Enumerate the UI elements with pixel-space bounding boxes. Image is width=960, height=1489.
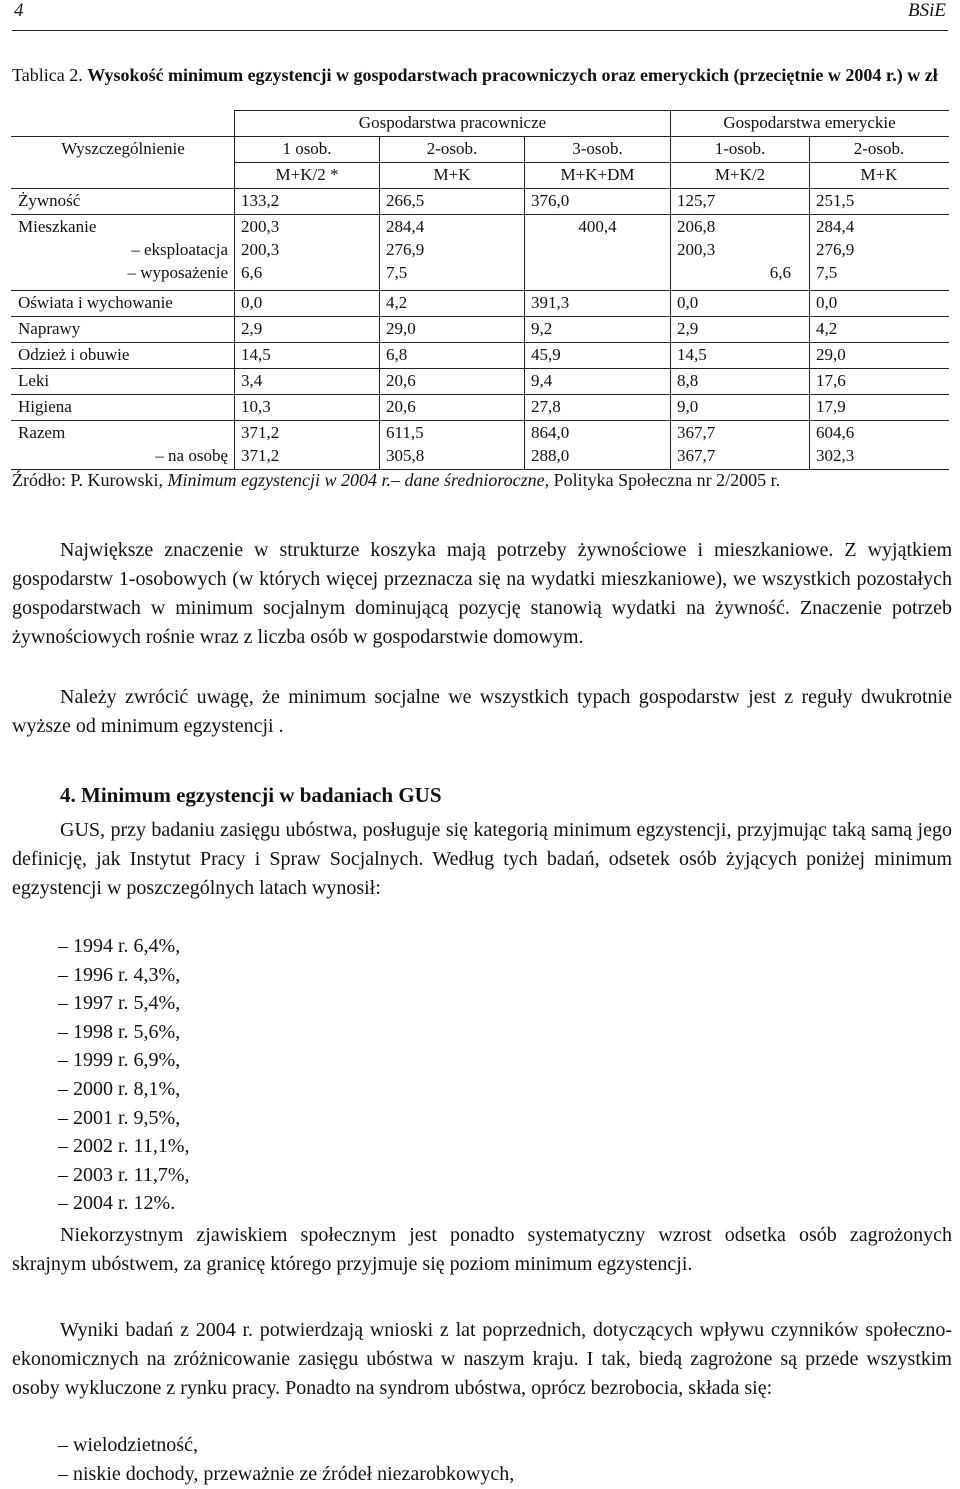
housing-sub-label: – wyposażenie <box>127 263 228 282</box>
composition: M+K+DM <box>525 163 671 189</box>
table-caption-label: Tablica 2. <box>12 65 83 85</box>
cell: 400,4 <box>578 217 617 236</box>
paragraph: Największe znaczenie w strukturze koszyka mają potrzeby żywnościowe i mieszkaniowe. Z wyjątkiem gospodarstw 1-osobowych (w których więcej przeznacza się na wydatki mieszkaniowe), we wszystkich pozostałych gospodarstwach w minimum socjalnym dominującą pozycję stanowią wydatki na żywność. Znaczenie potrzeb żywnościowych rośnie wraz z liczba osób w gospodarstwie domowym. <box>12 539 952 648</box>
paragraph: Wyniki badań z 2004 r. potwierdzają wnioski z lat poprzednich, dotyczących wpływu czynników społeczno-ekonomicznych na zróżnicowanie zasięgu ubóstwa w naszym kraju. I tak, biedą zagrożone są przede wszystkim osoby wykluczone z rynku pracy. Ponadto na syndrom ubóstwa, oprócz bezrobocia, składa się: <box>12 1319 952 1399</box>
cell: 284,4 <box>386 217 425 236</box>
row-label: Żywność <box>12 189 235 215</box>
row-label: Odzież i obuwie <box>12 343 235 369</box>
header-spacer <box>12 111 235 137</box>
cell: 14,5 <box>671 343 810 369</box>
source-suffix: Polityka Społeczna nr 2/2005 r. <box>553 470 781 490</box>
household-type: 1 osob. <box>235 137 380 163</box>
cell: 29,0 <box>380 317 525 343</box>
row-label: Oświata i wychowanie <box>12 291 235 317</box>
list-item: – 1994 r. 6,4%, <box>58 935 181 957</box>
cell: 7,5 <box>386 263 408 282</box>
cell: 305,8 <box>386 446 425 465</box>
cell: 200,3 <box>241 240 280 259</box>
housing-label <box>12 215 235 291</box>
total-cell <box>235 421 380 470</box>
paragraph: Niekorzystnym zjawiskiem społecznym jest ponadto systematyczny wzrost odsetka osób zagrożonych skrajnym ubóstwem, za granicę którego przyjmuje się poziom minimum egzystencji. <box>12 1224 952 1275</box>
list-item: – 2002 r. 11,1%, <box>58 1135 190 1158</box>
minimum-table <box>11 110 949 470</box>
table-caption <box>12 64 952 87</box>
cell: 251,5 <box>810 189 949 215</box>
housing-sub-label: – eksploatacja <box>131 240 228 259</box>
cell: 4,2 <box>380 291 525 317</box>
household-type: 3-osob. <box>525 137 671 163</box>
cell: 0,0 <box>671 291 810 317</box>
list-item: – 1999 r. 6,9%, <box>58 1049 181 1072</box>
household-type: 1-osob. <box>671 137 810 163</box>
table-row-housing <box>12 215 949 291</box>
cell: 864,0 <box>531 423 570 442</box>
total-cell <box>671 421 810 470</box>
housing-cell <box>810 215 949 291</box>
cell: 20,6 <box>380 369 525 395</box>
cell: 27,8 <box>525 395 671 421</box>
cell: 276,9 <box>386 240 425 259</box>
table-row <box>12 343 949 369</box>
paragraph: Należy zwrócić uwagę, że minimum socjalne we wszystkich typach gospodarstw jest z reguły dwukrotnie wyższe od minimum egzystencji . <box>12 686 952 737</box>
household-type: 2-osob. <box>380 137 525 163</box>
composition-spacer <box>12 163 235 189</box>
cell: 29,0 <box>810 343 949 369</box>
list-item: – wielodzietność, <box>58 1434 198 1456</box>
composition: M+K <box>810 163 949 189</box>
cell: 45,9 <box>525 343 671 369</box>
cell: 611,5 <box>386 423 424 442</box>
cell: 367,7 <box>677 423 716 442</box>
cell: 371,2 <box>241 423 280 442</box>
list-item: – 2001 r. 9,5%, <box>58 1106 181 1129</box>
cell: 3,4 <box>235 369 380 395</box>
cell: 14,5 <box>235 343 380 369</box>
housing-cell <box>525 215 671 291</box>
cell: 17,9 <box>810 395 949 421</box>
cell: 17,6 <box>810 369 949 395</box>
cell: 6,8 <box>380 343 525 369</box>
list-item: – 1996 r. 4,3%, <box>58 963 181 986</box>
list-item: – 1998 r. 5,6%, <box>58 1020 181 1043</box>
total-cell <box>810 421 949 470</box>
table-row <box>12 369 949 395</box>
cell: 4,2 <box>810 317 949 343</box>
cell: 367,7 <box>677 446 716 465</box>
cell: 125,7 <box>671 189 810 215</box>
page-header <box>12 0 948 31</box>
cell: 302,3 <box>816 446 855 465</box>
cell: 20,6 <box>380 395 525 421</box>
list-item: – 2000 r. 8,1%, <box>58 1077 181 1100</box>
cell: 288,0 <box>531 446 570 465</box>
table-row <box>12 395 949 421</box>
cell: 206,8 <box>677 217 716 236</box>
group-header-retirees: Gospodarstwa emeryckie <box>671 111 949 137</box>
cell: 266,5 <box>380 189 525 215</box>
group-header-workers: Gospodarstwa pracownicze <box>235 111 671 137</box>
cell: 10,3 <box>235 395 380 421</box>
source-title: Minimum egzystencji w 2004 r.– dane średnioroczne, <box>167 470 550 490</box>
total-cell <box>380 421 525 470</box>
total-main-label: Razem <box>18 423 66 442</box>
table-source <box>12 470 780 491</box>
cell: 276,9 <box>816 240 855 259</box>
cell: 200,3 <box>677 240 716 259</box>
cell: 284,4 <box>816 217 855 236</box>
cell: 2,9 <box>671 317 810 343</box>
cell: 133,2 <box>235 189 380 215</box>
list-item: – 2003 r. 11,7%, <box>58 1163 190 1186</box>
cell: 8,8 <box>671 369 810 395</box>
cell: 200,3 <box>241 217 280 236</box>
housing-cell <box>235 215 380 291</box>
cell: 376,0 <box>525 189 671 215</box>
row-label: Naprawy <box>12 317 235 343</box>
housing-cell <box>671 215 810 291</box>
list-item: – 2004 r. 12%. <box>58 1192 176 1215</box>
row-label: Leki <box>12 369 235 395</box>
housing-cell <box>380 215 525 291</box>
composition: M+K/2 * <box>235 163 380 189</box>
cell: 6,6 <box>241 263 263 282</box>
row-label-header: Wyszczególnienie <box>12 137 235 163</box>
section-heading: 4. Minimum egzystencji w badaniach GUS <box>60 783 442 807</box>
composition: M+K <box>380 163 525 189</box>
cell: 604,6 <box>816 423 855 442</box>
cell: 0,0 <box>810 291 949 317</box>
cell: 2,9 <box>235 317 380 343</box>
total-cell <box>525 421 671 470</box>
list-item: – niskie dochody, przeważnie ze źródeł niezarobkowych, <box>58 1463 515 1485</box>
row-label: Higiena <box>12 395 235 421</box>
cell: 6,6 <box>769 263 792 282</box>
cell: 371,2 <box>241 446 280 465</box>
journal-name: BSiE <box>908 0 946 21</box>
cell: 0,0 <box>235 291 380 317</box>
cell: 391,3 <box>525 291 671 317</box>
paragraph: GUS, przy badaniu zasięgu ubóstwa, posługuje się kategorią minimum egzystencji, przyjmując taką samą jego definicję, jak Instytut Pracy i Spraw Socjalnych. Według tych badań, odsetek osób żyjących poniżej minimum egzystencji w poszczególnych latach wynosił: <box>12 819 952 899</box>
bullet-list <box>58 1431 514 1489</box>
household-type: 2-osob. <box>810 137 949 163</box>
table-caption-title: Wysokość minimum egzystencji w gospodarstwach pracowniczych oraz emeryckich (przeciętnie w 2004 r.) w zł <box>87 65 938 85</box>
cell: 7,5 <box>816 263 838 282</box>
table-row-total <box>12 421 949 470</box>
composition: M+K/2 <box>671 163 810 189</box>
source-prefix: Źródło: P. Kurowski, <box>12 470 164 490</box>
poverty-rate-list <box>58 932 189 1218</box>
table-row <box>12 189 949 215</box>
cell: 9,2 <box>525 317 671 343</box>
list-item: – 1997 r. 5,4%, <box>58 992 181 1015</box>
total-sub-label: – na osobę <box>155 446 228 465</box>
housing-main-label: Mieszkanie <box>18 217 97 236</box>
cell: 9,4 <box>525 369 671 395</box>
table-row <box>12 291 949 317</box>
table-row <box>12 317 949 343</box>
cell: 9,0 <box>671 395 810 421</box>
total-label <box>12 421 235 470</box>
page-number: 4 <box>14 0 24 21</box>
